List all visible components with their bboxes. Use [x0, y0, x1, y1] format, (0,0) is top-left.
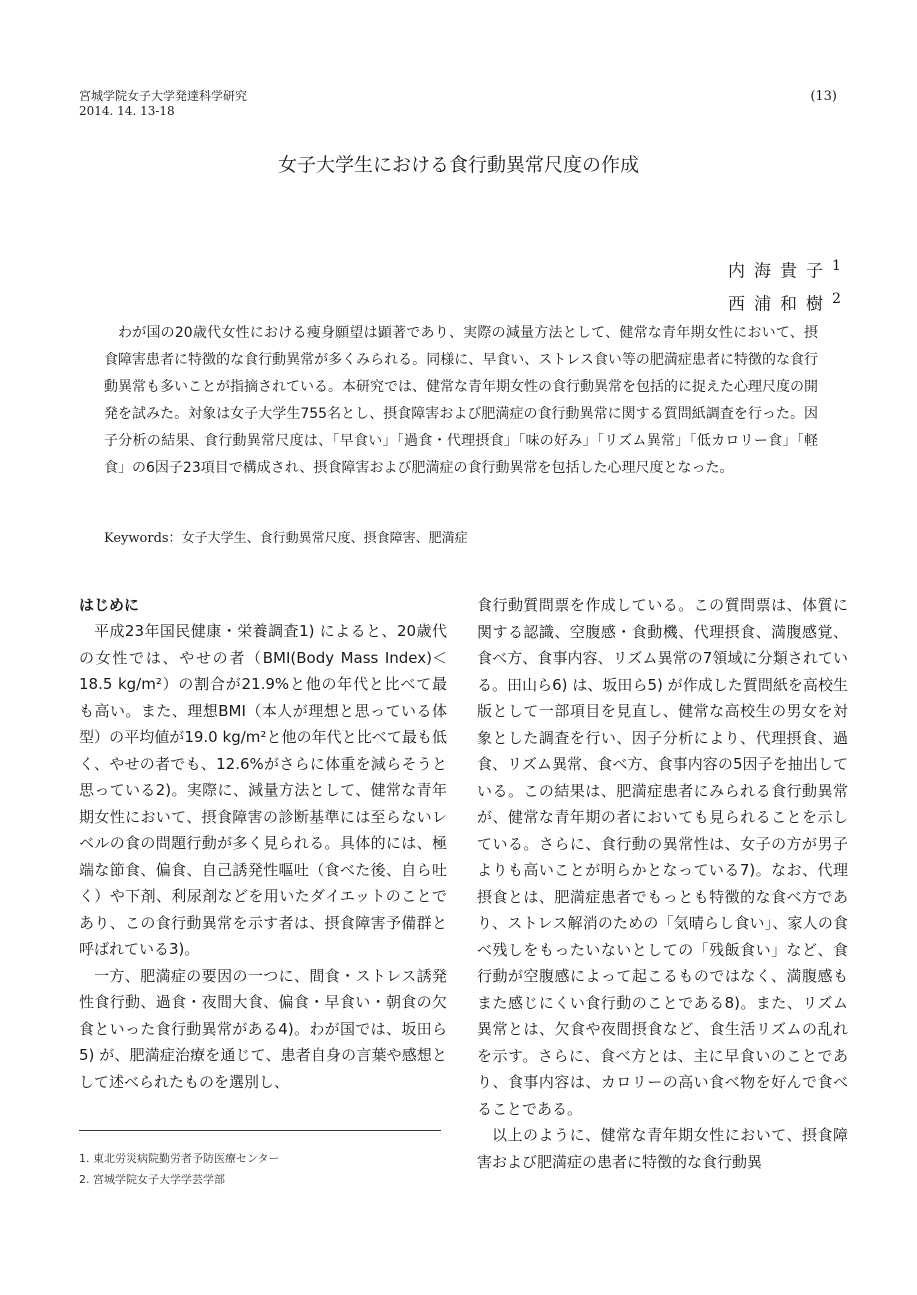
body-paragraph-2: 一方、肥満症の要因の一つに、間食・ストレス誘発性食行動、過食・夜間大食、偏食・早食い・朝食の欠食といった食行動異常がある4)。わが国では、坂田ら5) が、肥満症治療を通じて、患者自身の言葉や感想として述べられたものを選別し、	[79, 966, 447, 1091]
footnotes	[79, 1148, 280, 1190]
body-left-column	[79, 592, 447, 1095]
paper-title: 女子大学生における食行動異常尺度の作成	[277, 154, 639, 176]
body-paragraph-1: 平成23年国民健康・栄養調査1) によると、20歳代の女性では、やせの者（BMI(Body Mass Index)＜18.5 kg/m²）の割合が21.9%と他の年代と比べて最も高い。また、理想BMI（本人が理想と思っている体型）の平均値が19.0 kg/m²と他の年代と比べて最も低く、やせの者でも、12.6%がさらに体重を減らそうと思っている2)。実際に、減量方法として、健常な青年期女性において、摂食障害の診断基準には至らないレベルの食の問題行動が多く見られる。具体的には、極端な節食、偏食、自己誘発性嘔吐（食べた後、自ら吐く）や下剤、利尿剤などを用いたダイエットのことであり、この食行動異常を示す者は、摂食障害予備群と呼ばれている3)。	[79, 622, 447, 958]
footnote-1: 1. 東北労災病院勤労者予防医療センター	[79, 1152, 280, 1165]
abstract	[104, 320, 818, 482]
keywords-terms: 女子大学生、食行動異常尺度、摂食障害、肥満症	[181, 531, 468, 546]
author-1	[728, 253, 841, 286]
author-1-affiliation-mark: 1	[831, 258, 841, 274]
footnote-divider	[79, 1130, 441, 1131]
journal-name: 宮城学院女子大学発達科学研究	[79, 89, 248, 103]
journal-volume: 2014. 14. 13-18	[79, 104, 175, 118]
author-2-affiliation-mark: 2	[831, 290, 841, 307]
author-2-name: 西浦和樹	[727, 294, 832, 315]
author-list	[728, 253, 841, 318]
keywords	[104, 527, 468, 546]
footnote-2: 2. 宮城学院女子大学学芸学部	[79, 1173, 225, 1186]
section-heading-introduction: はじめに	[79, 596, 140, 614]
author-2	[728, 286, 841, 319]
page-number: (13)	[810, 89, 837, 104]
abstract-text: わが国の20歳代女性における痩身願望は顕著であり、実際の減量方法として、健常な青年期女性において、摂食障害患者に特徴的な食行動異常が多くみられる。同様に、早食い、ストレス食い等の肥満症患者に特徴的な食行動異常も多いことが指摘されている。本研究では、健常な青年期女性の食行動異常を包括的に捉えた心理尺度の開発を試みた。対象は女子大学生755名とし、摂食障害および肥満症の食行動異常に関する質問紙調査を行った。因子分析の結果、食行動異常尺度は、「早食い」「過食・代理摂食」「味の好み」「リズム異常」「低カロリー食」「軽食」の6因子23項目で構成され、摂食障害および肥満症の食行動異常を包括した心理尺度となった。	[104, 325, 818, 476]
keywords-label: Keywords：	[104, 531, 182, 546]
body-right-column	[477, 592, 848, 1175]
body-paragraph-3: 食行動質問票を作成している。この質問票は、体質に関する認識、空腹感・食動機、代理摂食、満腹感覚、食べ方、食事内容、リズム異常の7領域に分類されている。田山ら6) は、坂田ら5) が作成した質問紙を高校生版として一部項目を見直し、健常な高校生の男女を対象とした調査を行い、因子分析により、代理摂食、過食、リズム異常、食べ方、食事内容の5因子を抽出している。この結果は、肥満症患者にみられる食行動異常が、健常な青年期の者においても見られることを示している。さらに、食行動の異常性は、女子の方が男子よりも高いことが明らかとなっている7)。なお、代理摂食とは、肥満症患者でもっとも特徴的な食べ方であり、ストレス解消のための「気晴らし食い」、家人の食べ残しをもったいないとしての「残飯食い」など、食行動が空腹感によって起こるものではなく、満腹感もまた感じにくい食行動のことである8)。また、リズム異常とは、欠食や夜間摂食など、食生活リズムの乱れを示す。さらに、食べ方とは、主に早食いのことであり、食事内容は、カロリーの高い食べ物を好んで食べることである。	[477, 596, 848, 1118]
body-paragraph-4: 以上のように、健常な青年期女性において、摂食障害および肥満症の患者に特徴的な食行動異	[477, 1126, 848, 1171]
author-1-name: 内海貴子	[727, 261, 832, 282]
